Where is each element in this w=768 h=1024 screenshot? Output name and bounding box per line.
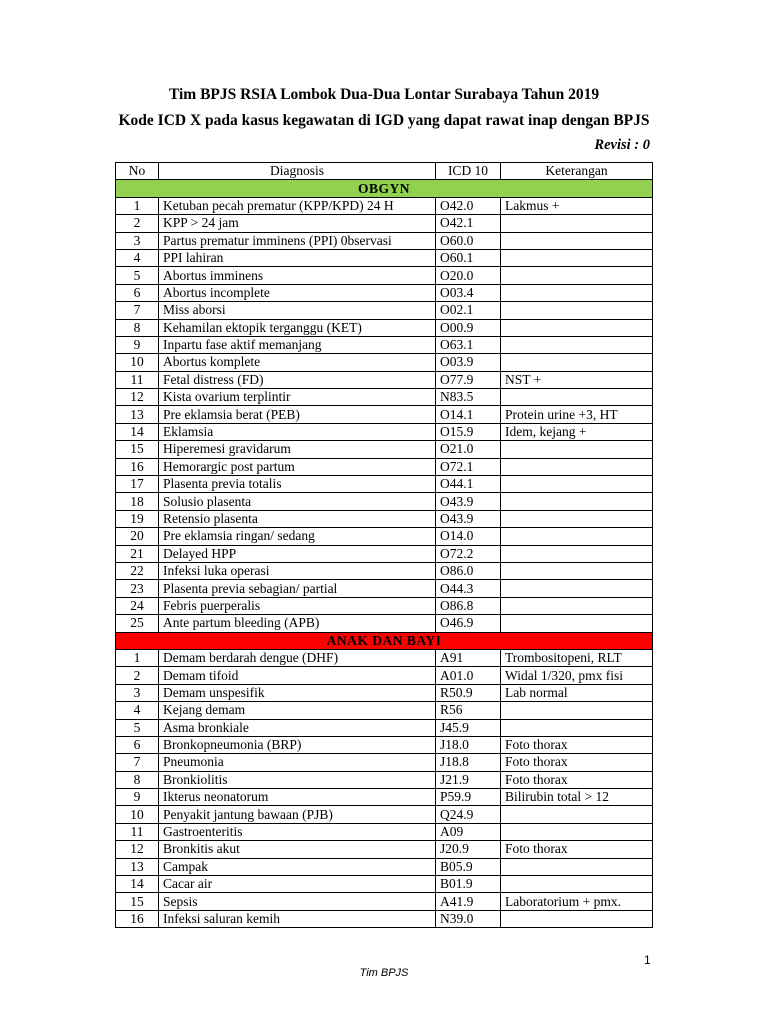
cell-diagnosis: Sepsis [159, 893, 436, 910]
cell-no: 13 [116, 406, 159, 423]
cell-keterangan [501, 719, 653, 736]
table-row [116, 476, 653, 493]
cell-diagnosis: Ante partum bleeding (APB) [159, 615, 436, 632]
cell-icd: O44.3 [436, 580, 501, 597]
cell-icd: Q24.9 [436, 806, 501, 823]
cell-icd: B05.9 [436, 858, 501, 875]
icd-table [115, 162, 653, 928]
cell-icd: O00.9 [436, 319, 501, 336]
cell-keterangan: Lakmus + [501, 197, 653, 214]
cell-keterangan [501, 806, 653, 823]
table-row [116, 354, 653, 371]
cell-diagnosis: Abortus komplete [159, 354, 436, 371]
table-header-row [116, 163, 653, 180]
cell-keterangan [501, 354, 653, 371]
cell-icd: O86.8 [436, 597, 501, 614]
cell-keterangan [501, 441, 653, 458]
cell-no: 7 [116, 754, 159, 771]
cell-diagnosis: Bronkopneumonia (BRP) [159, 736, 436, 753]
cell-icd: O77.9 [436, 371, 501, 388]
cell-diagnosis: Miss aborsi [159, 302, 436, 319]
cell-no: 11 [116, 823, 159, 840]
cell-icd: O42.1 [436, 215, 501, 232]
table-row [116, 458, 653, 475]
cell-diagnosis: Kehamilan ektopik terganggu (KET) [159, 319, 436, 336]
cell-icd: O14.0 [436, 528, 501, 545]
cell-keterangan [501, 493, 653, 510]
table-row [116, 302, 653, 319]
table-row [116, 597, 653, 614]
table-row [116, 284, 653, 301]
cell-keterangan [501, 858, 653, 875]
cell-keterangan [501, 302, 653, 319]
table-row [116, 649, 653, 666]
table-row [116, 197, 653, 214]
table-row [116, 789, 653, 806]
table-row [116, 858, 653, 875]
cell-icd: R56 [436, 702, 501, 719]
cell-diagnosis: Partus prematur imminens (PPI) 0bservasi [159, 232, 436, 249]
cell-keterangan [501, 389, 653, 406]
cell-icd: O42.0 [436, 197, 501, 214]
cell-icd: J18.0 [436, 736, 501, 753]
cell-diagnosis: Inpartu fase aktif memanjang [159, 336, 436, 353]
table-row [116, 562, 653, 579]
cell-keterangan [501, 910, 653, 927]
cell-icd: A09 [436, 823, 501, 840]
cell-diagnosis: Abortus imminens [159, 267, 436, 284]
cell-keterangan [501, 597, 653, 614]
cell-icd: O72.2 [436, 545, 501, 562]
table-row [116, 806, 653, 823]
cell-keterangan [501, 823, 653, 840]
cell-keterangan: Foto thorax [501, 771, 653, 788]
cell-icd: O46.9 [436, 615, 501, 632]
section-header-row [116, 180, 653, 197]
cell-keterangan: Laboratorium + pmx. [501, 893, 653, 910]
cell-icd: O44.1 [436, 476, 501, 493]
cell-keterangan: Trombositopeni, RLT [501, 649, 653, 666]
cell-no: 1 [116, 197, 159, 214]
cell-keterangan [501, 232, 653, 249]
table-row [116, 615, 653, 632]
cell-diagnosis: Febris puerperalis [159, 597, 436, 614]
table-row [116, 232, 653, 249]
table-row [116, 736, 653, 753]
cell-no: 11 [116, 371, 159, 388]
cell-keterangan [501, 458, 653, 475]
cell-icd: O15.9 [436, 423, 501, 440]
cell-diagnosis: Infeksi luka operasi [159, 562, 436, 579]
cell-diagnosis: Demam unspesifik [159, 684, 436, 701]
cell-keterangan: Widal 1/320, pmx fisi [501, 667, 653, 684]
table-row [116, 215, 653, 232]
cell-no: 3 [116, 684, 159, 701]
cell-diagnosis: Ketuban pecah prematur (KPP/KPD) 24 H [159, 197, 436, 214]
cell-keterangan [501, 284, 653, 301]
cell-no: 16 [116, 458, 159, 475]
revision-label: Revisi : 0 [594, 137, 650, 153]
cell-no: 21 [116, 545, 159, 562]
cell-no: 8 [116, 319, 159, 336]
document-subtitle: Kode ICD X pada kasus kegawatan di IGD yang dapat rawat inap dengan BPJS [118, 112, 650, 129]
cell-no: 6 [116, 284, 159, 301]
cell-icd: J21.9 [436, 771, 501, 788]
cell-no: 13 [116, 858, 159, 875]
cell-keterangan [501, 562, 653, 579]
cell-diagnosis: KPP > 24 jam [159, 215, 436, 232]
table-row [116, 249, 653, 266]
cell-icd: O03.9 [436, 354, 501, 371]
cell-no: 4 [116, 249, 159, 266]
cell-no: 25 [116, 615, 159, 632]
cell-keterangan: Bilirubin total > 12 [501, 789, 653, 806]
cell-diagnosis: Eklamsia [159, 423, 436, 440]
cell-diagnosis: Fetal distress (FD) [159, 371, 436, 388]
cell-icd: O63.1 [436, 336, 501, 353]
cell-keterangan [501, 249, 653, 266]
cell-diagnosis: Infeksi saluran kemih [159, 910, 436, 927]
column-header-icd: ICD 10 [436, 163, 501, 180]
cell-diagnosis: Retensio plasenta [159, 510, 436, 527]
table-row [116, 876, 653, 893]
table-row [116, 389, 653, 406]
table-row [116, 754, 653, 771]
column-header-no: No [116, 163, 159, 180]
cell-diagnosis: Demam tifoid [159, 667, 436, 684]
cell-keterangan: Foto thorax [501, 736, 653, 753]
table-row [116, 371, 653, 388]
cell-icd: O20.0 [436, 267, 501, 284]
cell-no: 3 [116, 232, 159, 249]
cell-keterangan [501, 615, 653, 632]
cell-no: 1 [116, 649, 159, 666]
cell-no: 8 [116, 771, 159, 788]
cell-keterangan [501, 215, 653, 232]
cell-no: 22 [116, 562, 159, 579]
cell-diagnosis: Plasenta previa totalis [159, 476, 436, 493]
cell-no: 19 [116, 510, 159, 527]
cell-diagnosis: Abortus incomplete [159, 284, 436, 301]
cell-no: 6 [116, 736, 159, 753]
cell-keterangan: Protein urine +3, HT [501, 406, 653, 423]
cell-no: 16 [116, 910, 159, 927]
cell-icd: J20.9 [436, 841, 501, 858]
table-row [116, 684, 653, 701]
table-row [116, 580, 653, 597]
cell-diagnosis: Pre eklamsia ringan/ sedang [159, 528, 436, 545]
cell-no: 5 [116, 267, 159, 284]
cell-no: 14 [116, 423, 159, 440]
cell-keterangan [501, 702, 653, 719]
cell-icd: R50.9 [436, 684, 501, 701]
section-title: ANAK DAN BAYI [116, 632, 653, 649]
table-row [116, 441, 653, 458]
cell-no: 17 [116, 476, 159, 493]
cell-no: 20 [116, 528, 159, 545]
cell-icd: N83.5 [436, 389, 501, 406]
table-row [116, 528, 653, 545]
column-header-keterangan: Keterangan [501, 163, 653, 180]
cell-keterangan [501, 545, 653, 562]
table-row [116, 406, 653, 423]
cell-diagnosis: Penyakit jantung bawaan (PJB) [159, 806, 436, 823]
table-row [116, 702, 653, 719]
cell-diagnosis: Kejang demam [159, 702, 436, 719]
table-row [116, 823, 653, 840]
cell-keterangan [501, 476, 653, 493]
cell-diagnosis: Hemorargic post partum [159, 458, 436, 475]
cell-diagnosis: PPI lahiran [159, 249, 436, 266]
cell-diagnosis: Asma bronkiale [159, 719, 436, 736]
cell-no: 12 [116, 389, 159, 406]
cell-diagnosis: Plasenta previa sebagian/ partial [159, 580, 436, 597]
cell-keterangan [501, 528, 653, 545]
cell-icd: O43.9 [436, 493, 501, 510]
cell-keterangan [501, 580, 653, 597]
cell-diagnosis: Kista ovarium terplintir [159, 389, 436, 406]
cell-icd: N39.0 [436, 910, 501, 927]
cell-diagnosis: Pre eklamsia berat (PEB) [159, 406, 436, 423]
cell-no: 5 [116, 719, 159, 736]
cell-icd: O14.1 [436, 406, 501, 423]
cell-keterangan [501, 510, 653, 527]
section-title: OBGYN [116, 180, 653, 197]
cell-no: 15 [116, 893, 159, 910]
table-row [116, 841, 653, 858]
cell-diagnosis: Gastroenteritis [159, 823, 436, 840]
page-footer: Tim BPJS [359, 967, 409, 979]
cell-keterangan [501, 267, 653, 284]
table-row [116, 910, 653, 927]
cell-keterangan: NST + [501, 371, 653, 388]
cell-no: 12 [116, 841, 159, 858]
cell-icd: A01.0 [436, 667, 501, 684]
table-row [116, 510, 653, 527]
table-body [116, 180, 653, 928]
table-row [116, 667, 653, 684]
cell-icd: A41.9 [436, 893, 501, 910]
cell-icd: O72.1 [436, 458, 501, 475]
cell-diagnosis: Campak [159, 858, 436, 875]
cell-icd: J45.9 [436, 719, 501, 736]
table-row [116, 545, 653, 562]
cell-diagnosis: Demam berdarah dengue (DHF) [159, 649, 436, 666]
cell-diagnosis: Solusio plasenta [159, 493, 436, 510]
cell-no: 4 [116, 702, 159, 719]
cell-keterangan: Foto thorax [501, 841, 653, 858]
cell-diagnosis: Bronkiolitis [159, 771, 436, 788]
cell-keterangan: Idem, kejang + [501, 423, 653, 440]
table-row [116, 719, 653, 736]
table-row [116, 267, 653, 284]
cell-icd: O43.9 [436, 510, 501, 527]
cell-diagnosis: Pneumonia [159, 754, 436, 771]
cell-no: 2 [116, 667, 159, 684]
table-row [116, 493, 653, 510]
cell-no: 2 [116, 215, 159, 232]
cell-keterangan: Lab normal [501, 684, 653, 701]
table-row [116, 336, 653, 353]
cell-icd: O03.4 [436, 284, 501, 301]
cell-diagnosis: Ikterus neonatorum [159, 789, 436, 806]
cell-no: 9 [116, 789, 159, 806]
table-row [116, 319, 653, 336]
cell-icd: P59.9 [436, 789, 501, 806]
cell-no: 7 [116, 302, 159, 319]
column-header-diagnosis: Diagnosis [159, 163, 436, 180]
cell-diagnosis: Hiperemesi gravidarum [159, 441, 436, 458]
table-row [116, 423, 653, 440]
table-row [116, 893, 653, 910]
cell-diagnosis: Cacar air [159, 876, 436, 893]
cell-diagnosis: Bronkitis akut [159, 841, 436, 858]
table-row [116, 771, 653, 788]
section-header-row [116, 632, 653, 649]
cell-icd: J18.8 [436, 754, 501, 771]
cell-no: 10 [116, 806, 159, 823]
cell-keterangan [501, 319, 653, 336]
cell-no: 23 [116, 580, 159, 597]
cell-keterangan [501, 336, 653, 353]
cell-no: 15 [116, 441, 159, 458]
document-title: Tim BPJS RSIA Lombok Dua-Dua Lontar Surabaya Tahun 2019 [168, 86, 600, 103]
cell-icd: B01.9 [436, 876, 501, 893]
cell-keterangan: Foto thorax [501, 754, 653, 771]
cell-no: 14 [116, 876, 159, 893]
cell-no: 24 [116, 597, 159, 614]
cell-icd: O02.1 [436, 302, 501, 319]
cell-no: 9 [116, 336, 159, 353]
cell-icd: O21.0 [436, 441, 501, 458]
cell-icd: O60.0 [436, 232, 501, 249]
page-number: 1 [644, 953, 651, 967]
cell-diagnosis: Delayed HPP [159, 545, 436, 562]
cell-icd: A91 [436, 649, 501, 666]
cell-icd: O60.1 [436, 249, 501, 266]
cell-no: 10 [116, 354, 159, 371]
cell-keterangan [501, 876, 653, 893]
cell-no: 18 [116, 493, 159, 510]
cell-icd: O86.0 [436, 562, 501, 579]
